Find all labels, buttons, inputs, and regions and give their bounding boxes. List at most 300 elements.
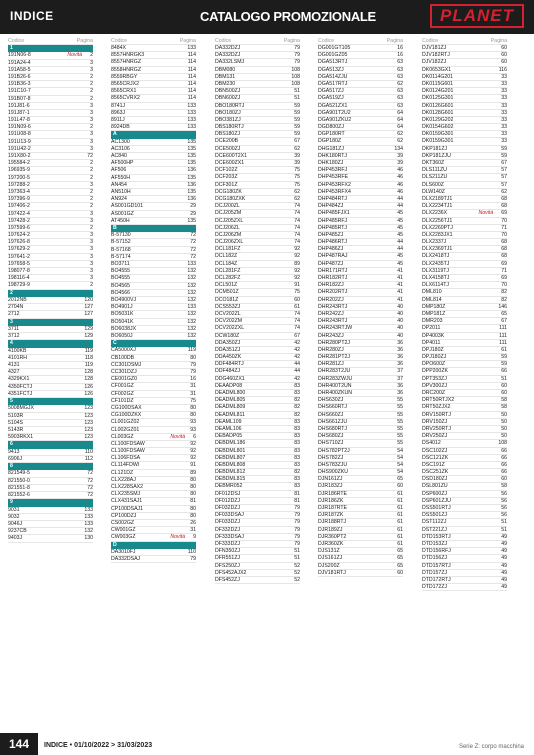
page-ref: 92: [294, 246, 300, 253]
page-ref: 61: [501, 346, 507, 353]
index-row: [111, 556, 196, 563]
page-ref: 114: [187, 52, 196, 59]
product-code: DHR281PT2J: [318, 354, 351, 361]
brand-logo: PLANET: [430, 4, 524, 28]
page-ref: 135: [187, 174, 196, 181]
page-ref: 36: [397, 390, 403, 396]
product-code: DCS553ZJ: [215, 303, 241, 310]
index-row: [215, 275, 300, 282]
page-ref: 118: [84, 354, 93, 361]
page-ref: 79: [294, 533, 300, 540]
index-column-2: [111, 38, 196, 563]
product-code: DK0125G301: [422, 95, 454, 102]
product-code: DTD156RFJ: [422, 548, 451, 555]
section-header: D: [111, 542, 196, 549]
product-code: CLX228AJ: [111, 476, 136, 483]
product-code: DHR283ZWJU: [318, 375, 353, 382]
product-code: DF333DZJ: [215, 540, 241, 547]
product-code: DHP453RFJ: [318, 167, 348, 174]
index-row: [422, 182, 507, 189]
page-ref: 37: [397, 368, 403, 375]
index-row: [8, 456, 93, 463]
page-ref: 40: [397, 332, 403, 339]
index-row: [215, 261, 300, 268]
product-code: DHP485FJX1: [318, 210, 350, 217]
index-row: [8, 282, 93, 289]
page-ref: 41: [397, 282, 403, 289]
page-ref: 135: [187, 188, 196, 195]
page-ref: 83: [294, 461, 300, 468]
page-ref: 56: [501, 490, 507, 497]
index-row: [318, 354, 403, 361]
product-code: DFS250ZJ: [215, 562, 240, 569]
index-row: [215, 311, 300, 318]
page-ref: 132: [84, 528, 93, 535]
product-code: 191U13-9: [8, 138, 31, 145]
product-code: DST112ZJ: [422, 519, 447, 526]
index-row: [318, 390, 403, 397]
index-row: [215, 383, 300, 390]
page-ref: 75: [294, 167, 300, 174]
page-ref: 40: [397, 303, 403, 310]
index-row: [318, 167, 403, 174]
product-code: CL001GZ02: [111, 419, 140, 426]
index-row: [111, 239, 196, 246]
index-row: [8, 485, 93, 492]
section-header: 2: [8, 290, 93, 297]
index-row: [318, 110, 403, 117]
product-code: CLX228SAX2: [111, 484, 144, 491]
product-code: DJV181RTJ: [318, 569, 346, 576]
product-code: B-57130: [111, 232, 131, 239]
page-ref: 51: [294, 555, 300, 562]
index-row: [318, 261, 403, 268]
page-ref: 33: [501, 109, 507, 116]
page-ref: 52: [294, 569, 300, 576]
product-code: DK0128G601: [422, 109, 454, 116]
page-ref: 80: [190, 354, 196, 361]
index-row: [215, 340, 300, 347]
page-ref: 133: [84, 521, 93, 527]
index-row: [422, 412, 507, 419]
index-row: [318, 376, 403, 383]
page-ref: 44: [397, 203, 403, 210]
page-ref: 46: [397, 174, 403, 181]
product-code: DG001GT105: [318, 45, 351, 51]
index-row: [422, 383, 507, 390]
product-code: DRV250RTJ: [422, 425, 451, 432]
page-ref: 67: [294, 138, 300, 145]
section-header: 6: [8, 441, 93, 448]
index-row: [318, 404, 403, 411]
index-row: [215, 512, 300, 519]
index-row: [422, 67, 507, 74]
index-row: [422, 476, 507, 483]
page-ref: 71: [501, 224, 507, 231]
product-code: 197422-4: [8, 210, 30, 217]
page-ref: 3: [90, 102, 93, 109]
page-ref: 45: [397, 210, 403, 217]
index-row: [111, 434, 196, 441]
page-ref: 55: [397, 440, 403, 447]
index-row: [422, 81, 507, 88]
product-code: DEADML809: [215, 404, 246, 411]
index-row: [111, 196, 196, 203]
index-row: [422, 404, 507, 411]
index-row: [318, 189, 403, 196]
page-ref: 61: [397, 533, 403, 540]
product-code: CP100DZJ: [111, 512, 137, 519]
product-code: 5103R: [8, 412, 24, 419]
index-column-3: [215, 38, 300, 584]
product-code: DPO600Z: [422, 361, 446, 368]
product-code: DKP181ZJ: [422, 145, 448, 152]
page-ref: 127: [84, 311, 93, 318]
index-row: [8, 275, 93, 282]
product-code: DLX4158TJ: [422, 275, 450, 281]
index-row: [8, 297, 93, 304]
index-row: [422, 261, 507, 268]
index-row: [422, 390, 507, 397]
product-code: DCG180ZK: [215, 188, 242, 195]
product-code: DSL801ZU: [422, 483, 448, 490]
product-code: 198729-9: [8, 282, 30, 289]
product-code: 9046J: [8, 521, 23, 527]
product-code: DMP180Z: [422, 303, 446, 310]
index-row: [215, 325, 300, 332]
index-row: [111, 398, 196, 405]
product-code: 197428-2: [8, 217, 30, 224]
validity-range: INDICE • 01/10/2022 > 31/03/2023: [44, 742, 153, 749]
index-row: [318, 448, 403, 455]
index-row: [422, 577, 507, 584]
product-code: 821549-5: [8, 470, 30, 477]
index-row: [111, 513, 196, 520]
product-code: DLS111ZU: [422, 167, 447, 174]
product-code: DK0126G601: [422, 102, 454, 109]
product-code: DF012DSJ: [215, 490, 241, 497]
page-ref: 70: [501, 231, 507, 238]
page-ref: 68: [501, 253, 507, 260]
index-row: [422, 541, 507, 548]
product-code: AS001GZ: [111, 210, 134, 217]
index-column-5: [422, 38, 507, 591]
page-ref: 135: [187, 138, 196, 145]
footer: [0, 733, 534, 755]
index-row: [318, 275, 403, 282]
section-header: C: [111, 340, 196, 347]
index-row: [422, 397, 507, 404]
page-ref: 83: [294, 454, 300, 461]
page-ref: 72: [190, 246, 196, 253]
page-ref: 80: [190, 412, 196, 419]
page-ref: 111: [499, 339, 507, 346]
product-code: DCL184Z: [215, 260, 238, 267]
page-ref: 72: [87, 492, 93, 499]
page-ref: 58: [501, 483, 507, 490]
page-ref: 79: [294, 512, 300, 519]
page-ref: 133: [187, 304, 196, 311]
page-ref: 74: [294, 310, 300, 317]
page-ref: 123: [84, 412, 93, 419]
page-ref: 136: [187, 196, 196, 203]
index-row: [422, 203, 507, 210]
product-code: DRC200Z: [422, 390, 446, 396]
section-header: 1: [8, 45, 93, 52]
index-row: [8, 362, 93, 369]
product-code: DKT360Z: [422, 160, 445, 166]
column-header: [8, 38, 93, 45]
index-row: [422, 333, 507, 340]
product-code: DBN600ZJ: [215, 95, 241, 102]
index-row: [111, 275, 196, 282]
page-ref: 2: [90, 167, 93, 174]
product-code: DCE600T2X1: [215, 152, 248, 159]
product-code: DHR280ZJ: [318, 346, 344, 353]
page-ref: 59: [501, 152, 507, 159]
index-row: [8, 492, 93, 499]
product-code: DCL281FZ: [215, 267, 241, 274]
product-code: DRT50ZJX2: [422, 404, 451, 411]
page-ref: 112: [84, 455, 93, 462]
page-ref: 92: [294, 267, 300, 274]
index-row: [422, 103, 507, 110]
index-row: [318, 325, 403, 332]
product-code: DBO180ZJ: [215, 109, 241, 116]
product-code: CL002GZ01: [111, 426, 140, 433]
index-row: [422, 584, 507, 591]
page-ref: 2: [90, 282, 93, 289]
product-code: 197288-2: [8, 181, 30, 188]
product-code: DHK180RTJ: [318, 152, 348, 159]
product-code: DHP453RFE: [318, 174, 348, 181]
page-ref: 6: [193, 433, 196, 440]
page-ref: 80: [190, 491, 196, 498]
page-ref: 69: [501, 260, 507, 267]
page-ref: 79: [294, 59, 300, 66]
index-row: [111, 103, 196, 110]
page-ref: 59: [501, 354, 507, 361]
product-code: BO4901J: [111, 304, 133, 311]
page-ref: 134: [394, 145, 403, 152]
index-row: [111, 167, 196, 174]
index-row: [422, 117, 507, 124]
index-row: [318, 505, 403, 512]
page-ref: 83: [294, 390, 300, 396]
page-ref: 63: [397, 95, 403, 102]
index-row: [111, 441, 196, 448]
page-ref: 59: [294, 109, 300, 116]
product-code: DMP181Z: [422, 310, 446, 317]
product-code: B-57168: [111, 246, 131, 253]
product-code: DEBDML812: [215, 469, 246, 476]
page-ref: 3: [90, 275, 93, 282]
product-code: CF002GZ: [111, 390, 134, 397]
page-ref: 59: [294, 124, 300, 131]
index-row: [422, 45, 507, 52]
page-ref: 65: [397, 476, 403, 483]
index-row: [422, 426, 507, 433]
index-row: [422, 232, 507, 239]
index-row: [111, 110, 196, 117]
index-row: [318, 519, 403, 526]
index-row: [318, 483, 403, 490]
section-header: B: [111, 225, 196, 232]
product-code: 4100KB: [8, 347, 27, 354]
page-ref: 132: [187, 332, 196, 339]
page-ref: 33: [501, 116, 507, 123]
product-code: DLX2435TJ: [422, 260, 450, 267]
page-ref: 64: [397, 116, 403, 123]
index-row: [215, 103, 300, 110]
index-row: [422, 527, 507, 534]
page-ref: 135: [187, 217, 196, 224]
product-code: DS4012: [422, 440, 441, 447]
index-row: [318, 498, 403, 505]
page-ref: 83: [294, 382, 300, 389]
index-row: [111, 297, 196, 304]
product-code: DJR187RTE: [318, 505, 348, 511]
page-ref: 33: [501, 102, 507, 109]
product-code: AC3106: [111, 145, 130, 152]
product-code: DEBDML186: [215, 440, 246, 447]
page-ref: 50: [501, 418, 507, 425]
section-header: 8: [8, 463, 93, 470]
product-code: 5903RKX1: [8, 434, 34, 441]
index-row: [111, 484, 196, 491]
page-ref: 63: [397, 102, 403, 109]
product-code: DEBADP05: [215, 433, 243, 440]
page-ref: 58: [501, 404, 507, 411]
page-ref: 60: [501, 476, 507, 483]
index-row: [318, 74, 403, 81]
product-code: DHR283T2JU: [318, 368, 351, 375]
product-code: DCJ205ZXL: [215, 217, 244, 224]
page-ref: 135: [187, 145, 196, 152]
product-code: 197599-6: [8, 224, 30, 231]
page-ref: 45: [397, 253, 403, 260]
product-code: CE001GZ0: [111, 376, 137, 383]
page-ref: 133: [187, 102, 196, 109]
index-row: [8, 535, 93, 542]
product-code: DCF301Z: [215, 181, 238, 188]
index-row: [8, 246, 93, 253]
index-row: [215, 548, 300, 555]
product-code: DHR400T2UN: [318, 382, 352, 389]
product-code: CG100DSAX: [111, 404, 142, 411]
section-header: A: [111, 131, 196, 138]
index-row: [215, 318, 300, 325]
index-row: [318, 131, 403, 138]
index-row: [111, 369, 196, 376]
index-row: [318, 297, 403, 304]
product-code: DHR242ZJ: [318, 310, 344, 317]
index-row: [318, 210, 403, 217]
product-code: 191U08-8: [8, 131, 31, 138]
product-code: DGA517RTJ: [318, 80, 348, 87]
product-code: CB100DB: [111, 354, 135, 361]
product-code: DHR280PT2J: [318, 339, 351, 346]
page-ref: 82: [501, 296, 507, 303]
product-code: 8911J: [111, 116, 125, 123]
product-code: DTD157RTJ: [422, 562, 451, 569]
product-code: 197626-8: [8, 239, 30, 246]
index-row: [111, 491, 196, 498]
product-code: DK0159G301: [422, 131, 454, 138]
page-ref: 2: [90, 188, 93, 195]
index-row: [8, 478, 93, 485]
product-code: 4101RH: [8, 354, 28, 361]
product-code: DHP485RFJ: [318, 217, 348, 224]
index-row: [8, 405, 93, 412]
index-row: [111, 419, 196, 426]
index-row: [422, 304, 507, 311]
page-ref: 42: [294, 339, 300, 346]
product-code: DCJ206ZM: [215, 231, 242, 238]
product-code: CL121DZ: [111, 469, 134, 476]
page-ref: 2: [90, 203, 93, 210]
index-row: [422, 534, 507, 541]
product-code: BO4555: [111, 275, 131, 282]
product-code: Codice: [215, 38, 232, 44]
product-code: CLX235SMJ: [111, 491, 141, 498]
page-ref: 16: [190, 376, 196, 383]
product-code: 821551-8: [8, 484, 30, 491]
index-row: [111, 326, 196, 333]
index-row: [215, 95, 300, 102]
product-code: DGA513RTJ: [318, 59, 348, 66]
page-ref: 126: [84, 383, 93, 390]
product-code: 6906J: [8, 455, 23, 462]
page-ref: 93: [190, 426, 196, 433]
page-ref: 42: [294, 354, 300, 361]
page-ref: 33: [501, 80, 507, 87]
product-code: 197363-4: [8, 188, 30, 195]
index-row: [318, 347, 403, 354]
page-ref: 49: [501, 562, 507, 569]
page-ref: 44: [397, 239, 403, 246]
index-row: [318, 103, 403, 110]
page-ref: 74: [294, 210, 300, 217]
index-row: [215, 52, 300, 59]
product-code: DF033DZJ: [215, 519, 241, 526]
new-badge: Novità: [67, 52, 83, 59]
page-ref: 56: [501, 497, 507, 504]
index-row: [215, 225, 300, 232]
index-row: [111, 88, 196, 95]
product-code: DCF102Z: [215, 167, 238, 174]
product-code: 2012NB: [8, 296, 27, 303]
index-row: [215, 455, 300, 462]
product-code: DF333DSAJ: [215, 533, 244, 540]
product-code: DA332DSAJ: [111, 556, 141, 563]
product-code: DHR243RTJ: [318, 303, 348, 310]
page-ref: 60: [397, 483, 403, 490]
section-header: 9: [8, 499, 93, 506]
page-ref: 79: [190, 556, 196, 563]
product-code: BO6038JX: [111, 325, 137, 332]
page-ref: 26: [190, 519, 196, 526]
product-code: DEAML106: [215, 425, 242, 432]
page-ref: 51: [501, 526, 507, 533]
index-row: [111, 261, 196, 268]
page-ref: Pagina: [283, 38, 300, 44]
index-row: [215, 440, 300, 447]
product-code: DHS630ZJ: [318, 397, 344, 404]
page-ref: 29: [190, 210, 196, 217]
page-ref: 92: [190, 455, 196, 462]
product-code: DGA519ZJ: [318, 95, 344, 102]
